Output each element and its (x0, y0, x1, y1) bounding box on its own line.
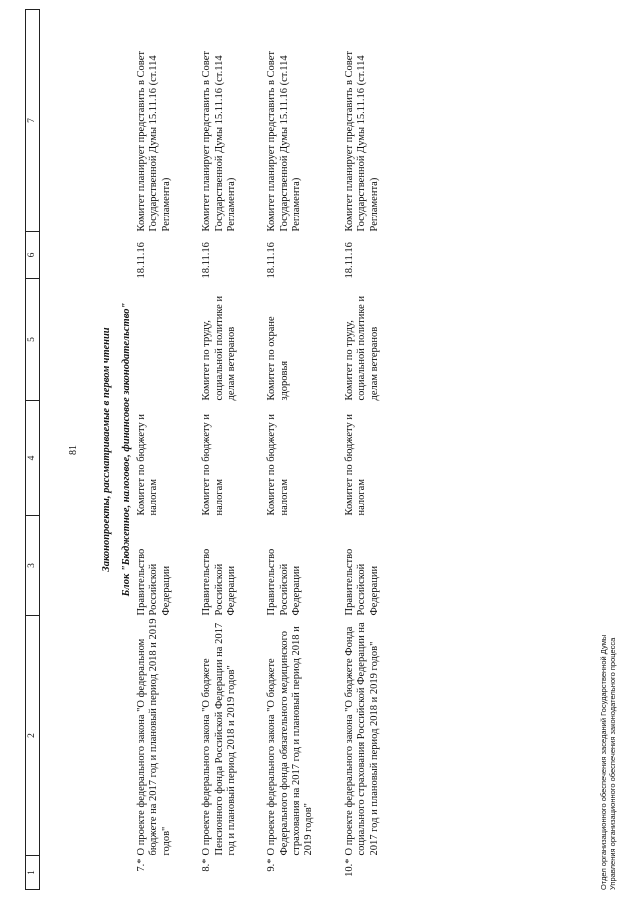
column-number-row (26, 10, 40, 890)
date: 18.11.16 (201, 242, 213, 279)
agenda-row (136, 10, 201, 890)
note: Комитет планирует представить в Совет Государственной Думы 15.11.16 (ст.114 Регламента) (201, 51, 237, 232)
initiator: Правительство Российской Федерации (136, 548, 172, 616)
agenda-row (266, 10, 344, 890)
item-number: 8.* (201, 858, 213, 872)
co-committee: Комитет по труду, социальной политике и делам ветеранов (343, 295, 380, 401)
item-number: 9.* (266, 858, 278, 872)
block-title: Блок "Бюджетное, налоговое, финансовое законодательство" (120, 302, 132, 597)
agenda-row (201, 10, 266, 890)
bill-title: О проекте федерального закона "О бюджете Фонда социального страхования Российской Федерации на 2017 год и плановый период 2018 и 2019 годов" (343, 622, 380, 856)
bill-title: О проекте федерального закона "О федеральном бюджете на 2017 год и плановый период 2018 и 2019 годов" (136, 618, 172, 856)
responsible-committee: Комитет по бюджету и налогам (266, 414, 290, 516)
co-committee: Комитет по труду, социальной политике и делам ветеранов (201, 295, 237, 401)
agenda-row (344, 10, 409, 890)
column-number: 4 (26, 401, 40, 516)
date: 18.11.16 (343, 242, 355, 279)
item-number: 10.* (343, 858, 355, 877)
column-number: 7 (26, 10, 40, 232)
column-number: 3 (26, 516, 40, 616)
agenda-table (25, 9, 409, 890)
column-number: 2 (26, 616, 40, 856)
column-number: 1 (26, 856, 40, 890)
column-number: 5 (26, 279, 40, 401)
initiator: Правительство Российской Федерации (266, 548, 302, 616)
responsible-committee: Комитет по бюджету и налогам (201, 414, 225, 516)
footer (599, 490, 617, 890)
note: Комитет планирует представить в Совет Государственной Думы 15.11.16 (ст.114 Регламента) (136, 51, 172, 232)
page-number: 81 (68, 445, 79, 455)
co-committee (136, 279, 201, 401)
co-committee: Комитет по охране здоровья (266, 316, 290, 401)
footer-line: Управления организационного обеспечения законодательного процесса (608, 637, 617, 890)
rotated-page (25, 10, 625, 890)
initiator: Правительство Российской Федерации (201, 548, 237, 616)
bill-title: О проекте федерального закона "О бюджете Федерального фонда обязательного медицинского страхования на 2017 год и плановый период 2018 и 2019 годов" (266, 626, 315, 856)
item-number: 7.* (136, 858, 147, 872)
date: 18.11.16 (136, 242, 147, 279)
column-number: 6 (26, 232, 40, 279)
note: Комитет планирует представить в Совет Государственной Думы 15.11.16 (ст.114 Регламента) (266, 51, 302, 232)
note: Комитет планирует представить в Совет Государственной Думы 15.11.16 (ст.114 Регламента) (343, 51, 380, 232)
initiator: Правительство Российской Федерации (343, 548, 380, 616)
responsible-committee: Комитет по бюджету и налогам (136, 414, 160, 516)
bill-title: О проекте федерального закона "О бюджете Пенсионного фонда Российской Федерации на 2017 год и плановый период 2018 и 2019 годов" (201, 622, 237, 856)
footer-line: Отдел организационного обеспечения заседаний Государственной Думы (599, 634, 608, 890)
section-title: Законопроекты, рассматриваемые в первом чтении (100, 327, 112, 572)
date: 18.11.16 (266, 242, 278, 279)
responsible-committee: Комитет по бюджету и налогам (343, 414, 368, 516)
